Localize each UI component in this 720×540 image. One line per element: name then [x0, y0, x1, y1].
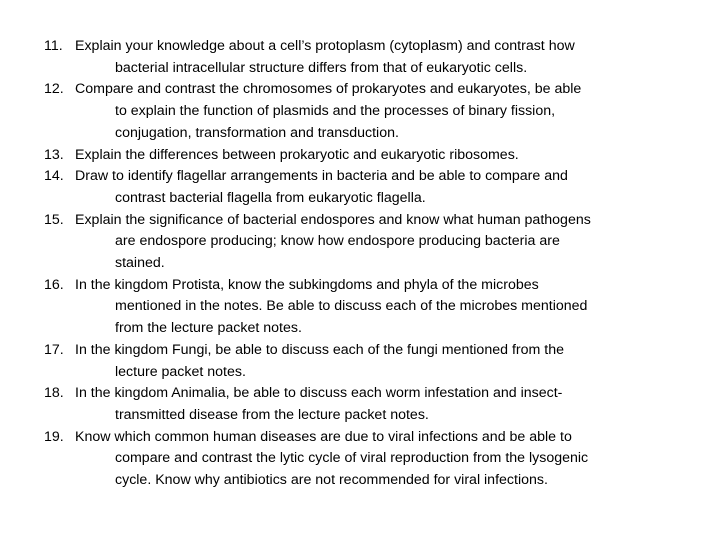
item-text-line: to explain the function of plasmids and the processes of binary fission, [115, 103, 556, 120]
study-objectives-list [0, 36, 720, 492]
item-text-line: bacterial intracellular structure differs from that of eukaryotic cells. [115, 59, 528, 76]
item-text-line: Draw to identify flagellar arrangements in bacteria and be able to compare and [75, 168, 568, 185]
item-number: 11. [44, 38, 63, 54]
item-text-line: Compare and contrast the chromosomes of prokaryotes and eukaryotes, be able [75, 81, 582, 98]
item-text-line: Know which common human diseases are due to viral infections and be able to [75, 428, 572, 445]
item-text-line: Explain your knowledge about a cell’s protoplasm (cytoplasm) and contrast how [75, 38, 575, 54]
list-item [0, 166, 720, 209]
list-item [0, 210, 720, 275]
list-item [0, 145, 720, 167]
list-item [0, 36, 720, 79]
item-text-line: In the kingdom Animalia, be able to discuss each worm infestation and insect- [75, 385, 563, 402]
item-text-line: lecture packet notes. [115, 363, 246, 380]
item-number: 13. [44, 146, 64, 163]
item-text-line: stained. [115, 255, 165, 272]
item-text-line: cycle. Know why antibiotics are not recommended for viral infections. [115, 472, 548, 489]
item-text-line: conjugation, transformation and transduction. [115, 124, 399, 141]
item-text-line: from the lecture packet notes. [115, 320, 302, 337]
item-number: 19. [44, 428, 64, 445]
list-item [0, 79, 720, 144]
item-text-line: Explain the significance of bacterial endospores and know what human pathogens [75, 211, 591, 228]
item-text-line: Explain the differences between prokaryotic and eukaryotic ribosomes. [75, 146, 519, 163]
item-number: 16. [44, 276, 64, 293]
list-item [0, 427, 720, 492]
list-item [0, 383, 720, 426]
item-text-line: contrast bacterial flagella from eukaryotic flagella. [115, 189, 426, 206]
item-number: 17. [44, 341, 64, 358]
list-item [0, 275, 720, 340]
item-text-line: mentioned in the notes. Be able to discuss each of the microbes mentioned [115, 298, 588, 315]
item-text-line: transmitted disease from the lecture packet notes. [115, 406, 429, 423]
item-number: 12. [44, 81, 64, 98]
item-text-line: In the kingdom Fungi, be able to discuss each of the fungi mentioned from the [75, 341, 564, 358]
item-number: 14. [44, 168, 64, 185]
list-item [0, 340, 720, 383]
item-number: 15. [44, 211, 64, 228]
item-number: 18. [44, 385, 64, 402]
item-text-line: are endospore producing; know how endospore producing bacteria are [115, 233, 560, 250]
item-text-line: compare and contrast the lytic cycle of viral reproduction from the lysogenic [115, 450, 589, 467]
item-text-line: In the kingdom Protista, know the subkingdoms and phyla of the microbes [75, 276, 539, 293]
